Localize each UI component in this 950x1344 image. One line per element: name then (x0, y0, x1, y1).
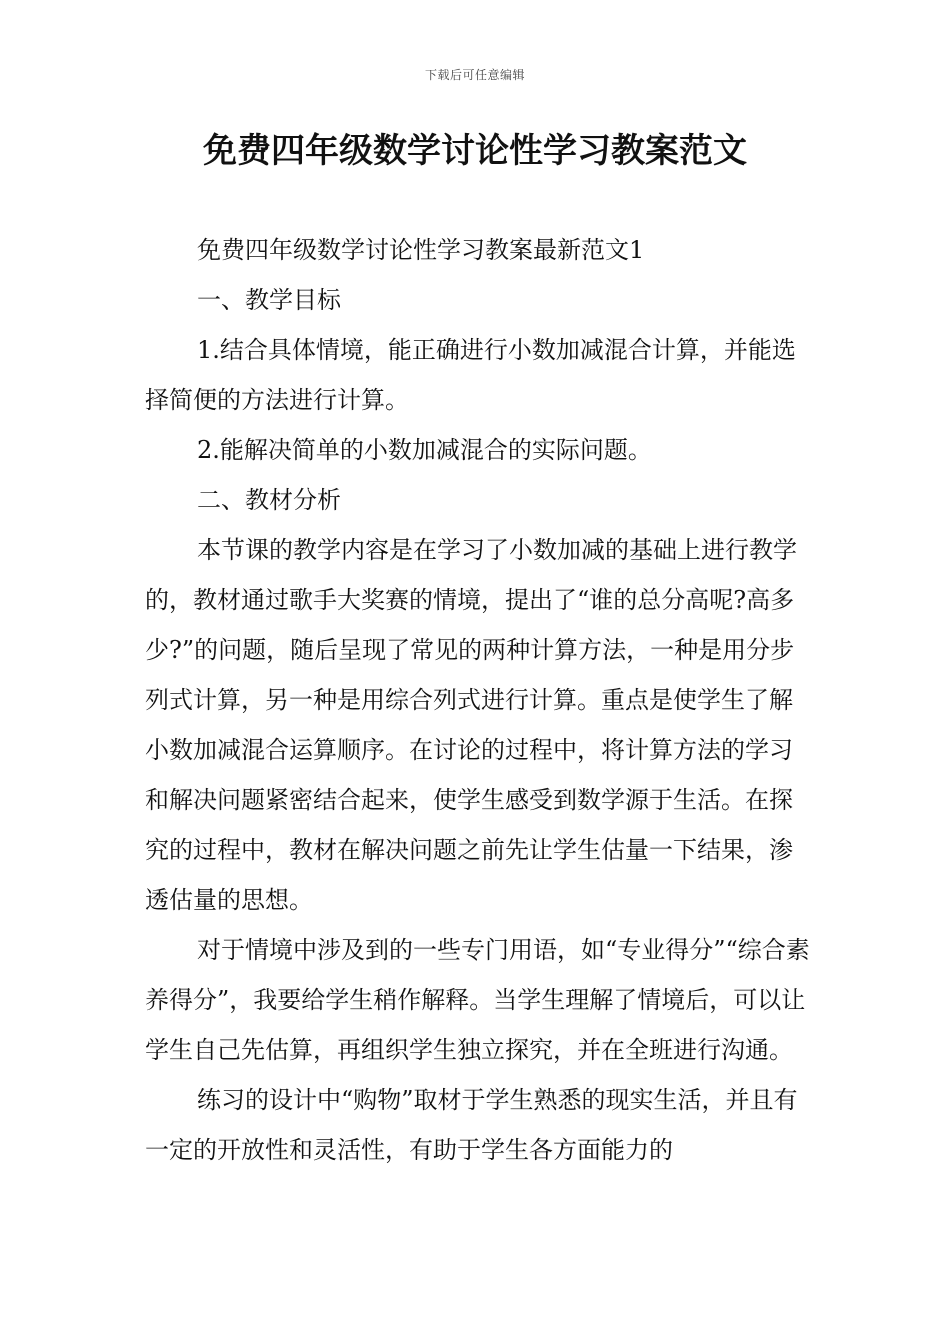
lesson-plan-heading: 免费四年级数学讨论性学习教案最新范文1 (197, 236, 645, 264)
section-heading-goals: 一、教学目标 (197, 286, 341, 314)
goal-item-1: 1.结合具体情境，能正确进行小数加减混合计算，并能选择简便的方法进行计算。 (145, 336, 796, 414)
exercise-paragraph: 练习的设计中“购物”取材于学生熟悉的现实生活，并且有一定的开放性和灵活性，有助于学生各方面能力的 (145, 1086, 798, 1164)
terminology-paragraph: 对于情境中涉及到的一些专门用语，如“专业得分”“综合素养得分”，我要给学生稍作解释。当学生理解了情境后，可以让学生自己先估算，再组织学生独立探究，并在全班进行沟通。 (145, 936, 810, 1064)
goal-item-2: 2.能解决简单的小数加减混合的实际问题。 (197, 436, 652, 464)
analysis-paragraph: 本节课的教学内容是在学习了小数加减的基础上进行教学的，教材通过歌手大奖赛的情境，提出了“谁的总分高呢?高多少?”的问题，随后呈现了常见的两种计算方法，一种是用分步列式计算，另一种是用综合列式进行计算。重点是使学生了解小数加减混合运算顺序。在讨论的过程中，将计算方法的学习和解决问题紧密结合起来，使学生感受到数学源于生活。在探究的过程中，教材在解决问题之前先让学生估量一下结果，渗透估量的思想。 (145, 536, 797, 914)
document-title: 免费四年级数学讨论性学习教案范文 (203, 131, 747, 171)
document-body (145, 225, 810, 1175)
section-heading-analysis: 二、教材分析 (197, 486, 341, 514)
header-note: 下载后可任意编辑 (424, 68, 525, 82)
